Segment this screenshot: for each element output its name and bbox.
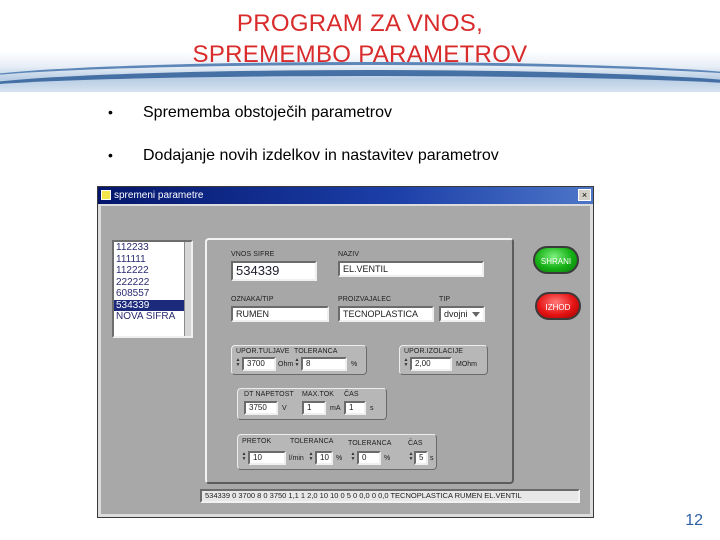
page-number: 12	[685, 512, 703, 529]
dt-time-input[interactable]: 1	[344, 401, 366, 415]
toleranca3-label: TOLERANCA	[348, 440, 392, 447]
toleranca2-label: TOLERANCA	[290, 438, 334, 445]
naziv-label: NAZIV	[338, 251, 360, 258]
slide-title	[0, 8, 720, 70]
stepper-arrows-icon[interactable]: ▲ ▼	[308, 451, 314, 462]
manufacturer-input[interactable]: TECNOPLASTICA	[338, 306, 434, 322]
dt-napetost-label: DT NAPETOST	[244, 391, 294, 398]
bullet-text: Dodajanje novih izdelkov in nastavitev parametrov	[143, 147, 499, 164]
oznaka-tip-label: OZNAKA/TIP	[231, 296, 274, 303]
flow-tolerance-unit: %	[336, 455, 343, 462]
dielectric-test-group	[237, 388, 387, 420]
vnos-sifre-label: VNOS SIFRE	[231, 251, 275, 258]
slide-title-line1: PROGRAM ZA VNOS,	[236, 10, 484, 37]
bullet-item	[108, 147, 499, 172]
cas2-label: ČAS	[408, 440, 423, 447]
stepper-arrows-icon[interactable]: ▲ ▼	[350, 451, 356, 462]
parameters-window	[97, 186, 594, 518]
chevron-down-icon	[472, 312, 480, 317]
coil-tolerance-unit: %	[351, 361, 358, 368]
label-type-input[interactable]: RUMEN	[231, 306, 329, 322]
window-titlebar[interactable]	[98, 187, 593, 204]
exit-button[interactable]: IZHOD	[535, 292, 581, 320]
bullet-item	[108, 104, 499, 129]
bullet-dot: •	[108, 104, 113, 120]
close-icon[interactable]: ×	[578, 189, 591, 201]
pretok-label: PRETOK	[242, 438, 272, 445]
type-dropdown[interactable]	[439, 306, 485, 322]
flow-input[interactable]: 10	[248, 451, 286, 465]
bullet-list	[108, 104, 499, 190]
list-item[interactable]: 222222	[116, 276, 150, 288]
slide-title-line2: SPREMEMBO PARAMETROV	[192, 41, 528, 68]
list-item[interactable]: 112233	[116, 242, 149, 253]
list-item[interactable]: 111111	[116, 253, 146, 265]
bullet-dot: •	[108, 147, 113, 163]
bullet-text: Sprememba obstoječih parametrov	[143, 104, 393, 121]
list-item[interactable]: 608557	[116, 288, 150, 299]
coil-resistance-input[interactable]: 3700	[242, 357, 276, 371]
stepper-arrows-icon[interactable]: ▲ ▼	[403, 357, 409, 368]
parameters-panel	[205, 238, 514, 484]
dt-time-unit: s	[370, 405, 374, 412]
coil-resistance-group	[231, 345, 367, 375]
window-title: spremeni parametre	[114, 190, 204, 201]
upor-tuljave-label: UPOR.TULJAVE	[236, 348, 290, 355]
flow-tolerance-input[interactable]: 10	[315, 451, 333, 465]
stepper-arrows-icon[interactable]: ▲ ▼	[294, 357, 300, 368]
coil-tolerance-input[interactable]: 8	[301, 357, 347, 371]
insulation-resistance-unit: MOhm	[456, 361, 477, 368]
flow-unit: l/min	[289, 455, 304, 462]
flow-group	[237, 434, 437, 470]
stepper-arrows-icon[interactable]: ▲ ▼	[408, 451, 414, 462]
stepper-arrows-icon[interactable]: ▲ ▼	[241, 451, 247, 462]
dt-voltage-input[interactable]: 3750	[244, 401, 278, 415]
list-item[interactable]: 112222	[116, 265, 149, 276]
flow-time-input[interactable]: 5	[414, 451, 428, 465]
insulation-resistance-group	[399, 345, 488, 375]
max-tok-label: MAX.TOK	[302, 391, 335, 398]
cas-label: ČAS	[344, 391, 359, 398]
parameters-string-indicator: 534339 0 3700 8 0 3750 1,1 1 2,0 10 10 0 5 0 0,0 0 0,0 TECNOPLASTICA RUMEN EL.VENTIL	[200, 489, 580, 503]
front-panel	[101, 206, 590, 514]
upor-izolacije-label: UPOR.IZOLACIJE	[404, 348, 463, 355]
toleranca-label: TOLERANCA	[294, 348, 338, 355]
dt-voltage-unit: V	[282, 405, 287, 412]
stepper-arrows-icon[interactable]: ▲ ▼	[235, 357, 241, 368]
tip-label: TIP	[439, 296, 451, 303]
code-listbox[interactable]	[112, 240, 193, 338]
max-current-unit: mA	[330, 405, 341, 412]
labview-app-icon	[101, 190, 111, 200]
list-item-new-code[interactable]: NOVA SIFRA	[116, 311, 176, 322]
code-input[interactable]: 534339	[231, 261, 317, 281]
proizvajalec-label: PROIZVAJALEC	[338, 296, 392, 303]
list-item-selected[interactable]: 534339	[114, 300, 191, 312]
insulation-resistance-input[interactable]: 2,00	[410, 357, 452, 371]
list-scrollbar[interactable]	[184, 242, 191, 336]
name-input[interactable]: EL.VENTIL	[338, 261, 484, 277]
type-dropdown-value: dvojni	[444, 309, 468, 319]
save-button[interactable]: SHRANI	[533, 246, 579, 274]
tolerance3-input[interactable]: 0	[357, 451, 381, 465]
flow-time-unit: s	[430, 455, 434, 462]
tolerance3-unit: %	[384, 455, 391, 462]
max-current-input[interactable]: 1	[302, 401, 326, 415]
coil-resistance-unit: Ohm	[278, 361, 294, 368]
